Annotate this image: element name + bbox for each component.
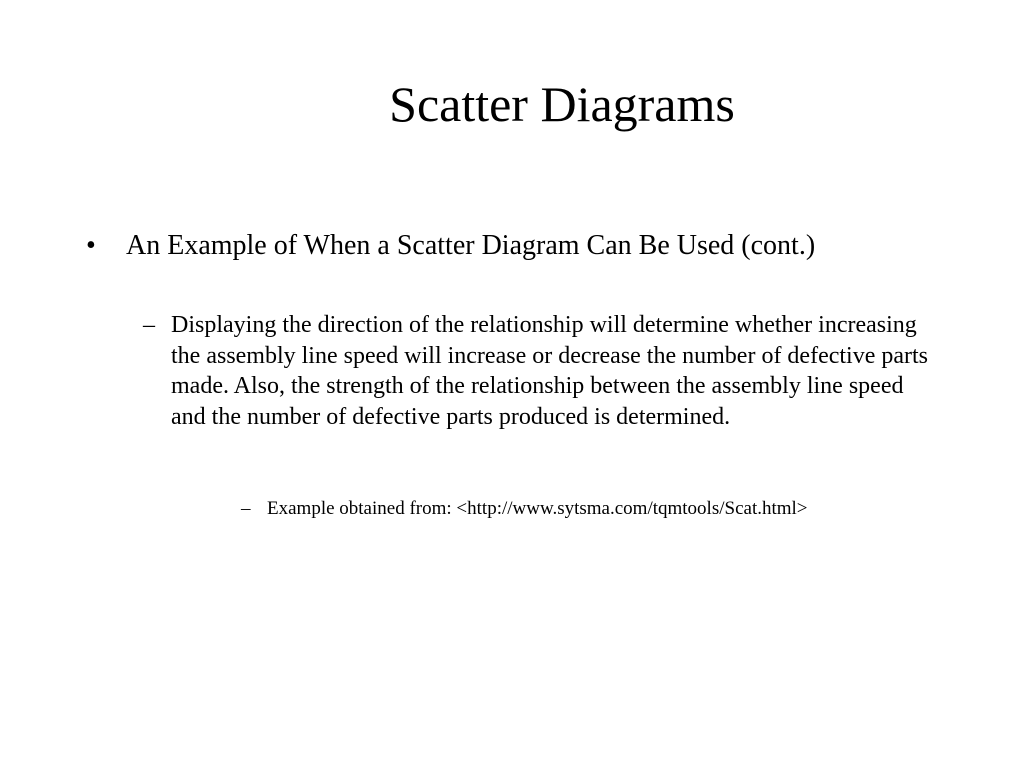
source-item	[241, 496, 1001, 522]
sub-bullet-item	[143, 310, 943, 432]
sub-bullet-text: Displaying the direction of the relationship will determine whether increasing the assembly line speed will increase or decrease the number of defective parts made. Also, the strength of the relationship between the assembly line speed and the number of defective parts produced is determined.	[171, 312, 929, 430]
bullet-item	[86, 228, 946, 264]
bullet-text: An Example of When a Scatter Diagram Can Be Used (cont.)	[126, 230, 816, 261]
source-marker: –	[241, 498, 251, 519]
bullet-marker: •	[86, 230, 96, 261]
slide-title: Scatter Diagrams	[389, 76, 735, 132]
sub-bullet-marker: –	[143, 312, 155, 338]
source-text: Example obtained from: <http://www.sytsma.com/tqmtools/Scat.html>	[267, 498, 808, 519]
